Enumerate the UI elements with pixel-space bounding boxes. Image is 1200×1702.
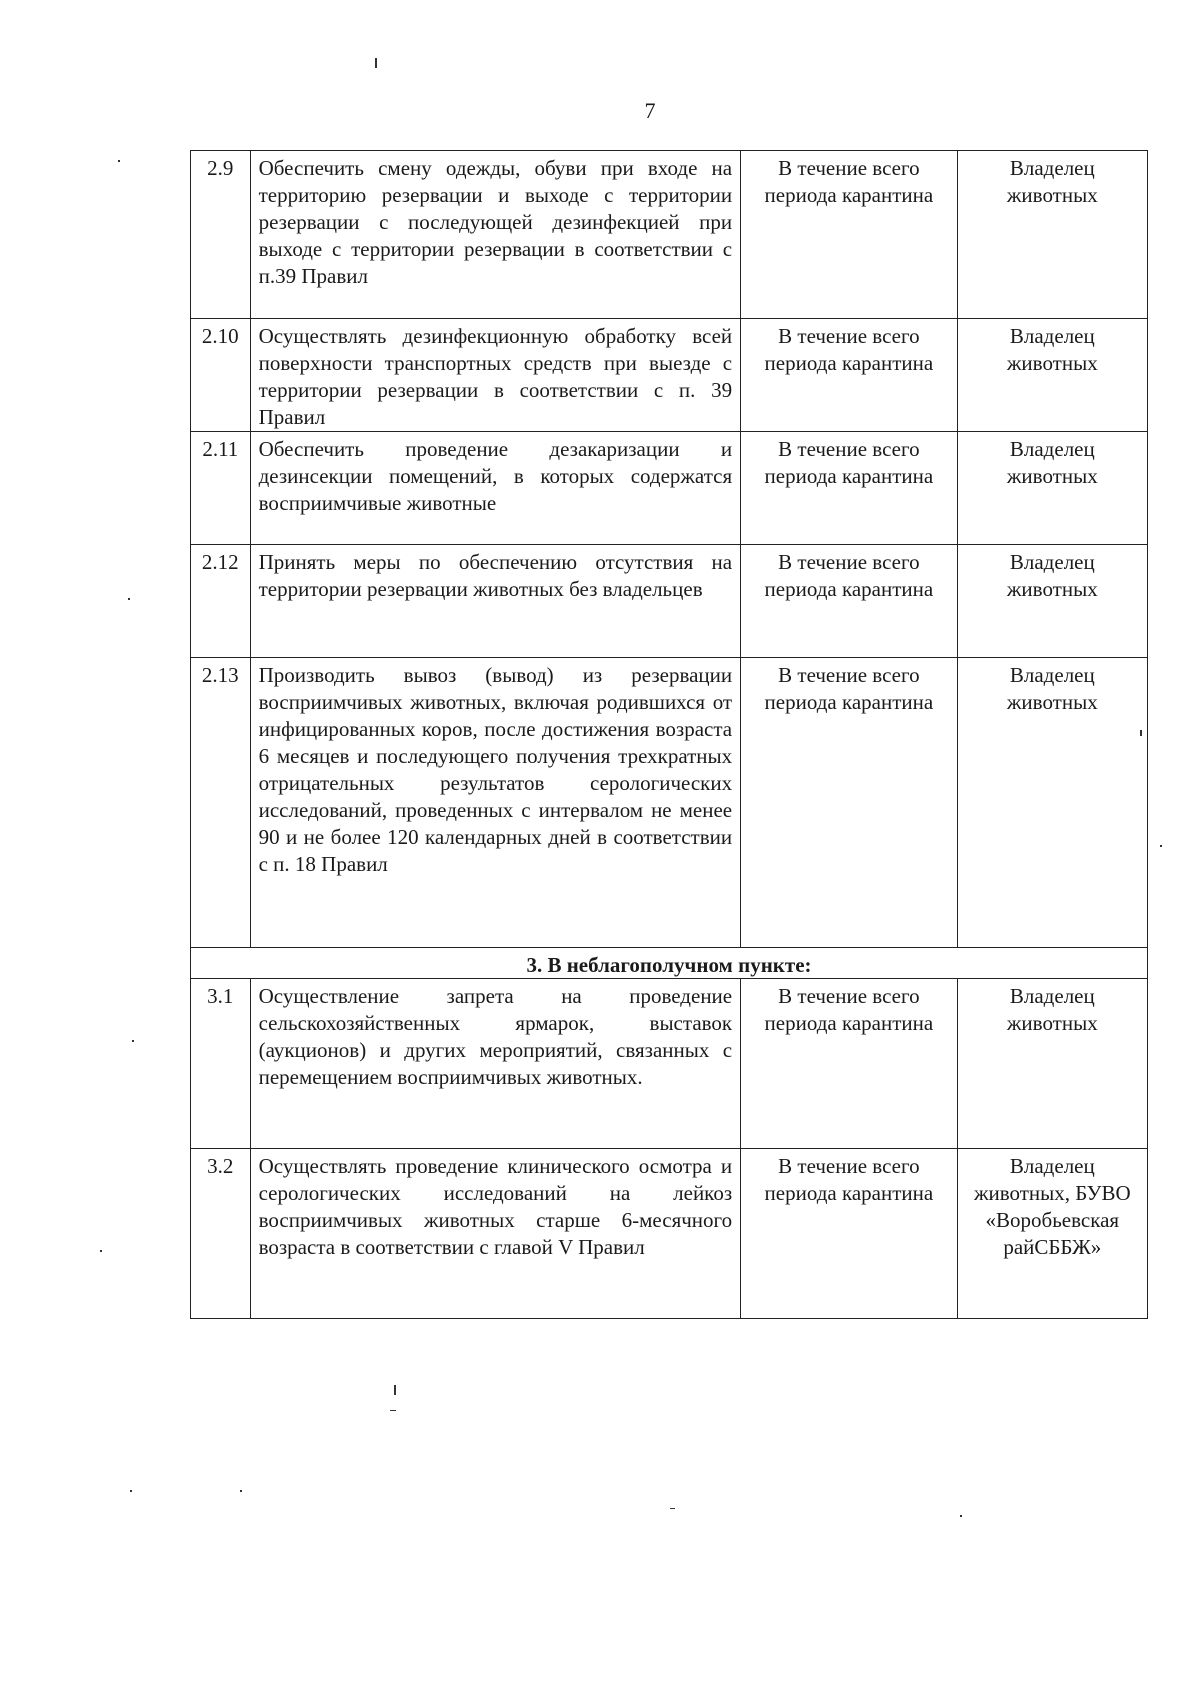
measure-text: Обеспечить смену одежды, обуви при входе на территорию резервации и выходе с территории резервации с последующей дезинфекцией при выходе с территории резервации в соответствии с п.39 Правил [250,151,741,319]
responsible-text: Владелец животных [957,319,1147,432]
responsible-text: Владелец животных [957,658,1147,948]
term-text: В течение всего периода карантина [741,151,958,319]
responsible-text: Владелец животных [957,545,1147,658]
term-text: В течение всего периода карантина [741,979,958,1149]
responsible-text: Владелец животных [957,432,1147,545]
table-row [191,658,1148,948]
scan-speck [390,1410,396,1411]
table-row [191,1149,1148,1319]
measure-text: Осуществлять дезинфекционную обработку всей поверхности транспортных средств при выезде с территории резервации в соответствии с п. 39 Правил [250,319,741,432]
section-row [191,948,1148,979]
row-number: 3.1 [191,979,251,1149]
row-number: 2.12 [191,545,251,658]
row-number: 2.10 [191,319,251,432]
row-number: 2.11 [191,432,251,545]
measure-text: Осуществление запрета на проведение сельскохозяйственных ярмарок, выставок (аукционов) и других мероприятий, связанных с перемещением восприимчивых животных. [250,979,741,1149]
measures-table [190,150,1148,1319]
scan-speck [670,1508,675,1509]
row-number: 2.9 [191,151,251,319]
table-row [191,545,1148,658]
row-number: 2.13 [191,658,251,948]
responsible-text: Владелец животных, БУВО «Воробьевская райСББЖ» [957,1149,1147,1319]
term-text: В течение всего периода карантина [741,319,958,432]
measure-text: Принять меры по обеспечению отсутствия на территории резервации животных без владельцев [250,545,741,658]
scan-speck [128,598,130,600]
table-row [191,432,1148,545]
measure-text: Осуществлять проведение клинического осмотра и серологических исследований на лейкоз восприимчивых животных старше 6-месячного возраста в соответствии с главой V Правил [250,1149,741,1319]
scan-speck [118,160,120,162]
responsible-text: Владелец животных [957,979,1147,1149]
measure-text: Обеспечить проведение дезакаризации и дезинсекции помещений, в которых содержатся восприимчивые животные [250,432,741,545]
page-number: 7 [644,98,656,123]
table-row [191,151,1148,319]
row-number: 3.2 [191,1149,251,1319]
term-text: В течение всего периода карантина [741,545,958,658]
scan-speck [240,1490,242,1492]
scan-speck [130,1490,132,1492]
scan-speck [100,1250,102,1252]
scan-speck [960,1515,962,1517]
term-text: В течение всего периода карантина [741,1149,958,1319]
table-row [191,319,1148,432]
term-text: В течение всего периода карантина [741,658,958,948]
section-title: 3. В неблагополучном пункте: [191,948,1148,979]
scan-speck [1160,845,1162,847]
scan-speck [394,1385,396,1395]
term-text: В течение всего периода карантина [741,432,958,545]
scan-speck [375,58,377,68]
scan-speck [132,1040,134,1042]
responsible-text: Владелец животных [957,151,1147,319]
measure-text: Производить вывоз (вывод) из резервации восприимчивых животных, включая родившихся от инфицированных коров, после достижения возраста 6 месяцев и последующего получения трехкратных отрицательных результатов серологических исследований, проведенных с интервалом не менее 90 и не более 120 календарных дней в соответствии с п. 18 Правил [250,658,741,948]
table-row [191,979,1148,1149]
